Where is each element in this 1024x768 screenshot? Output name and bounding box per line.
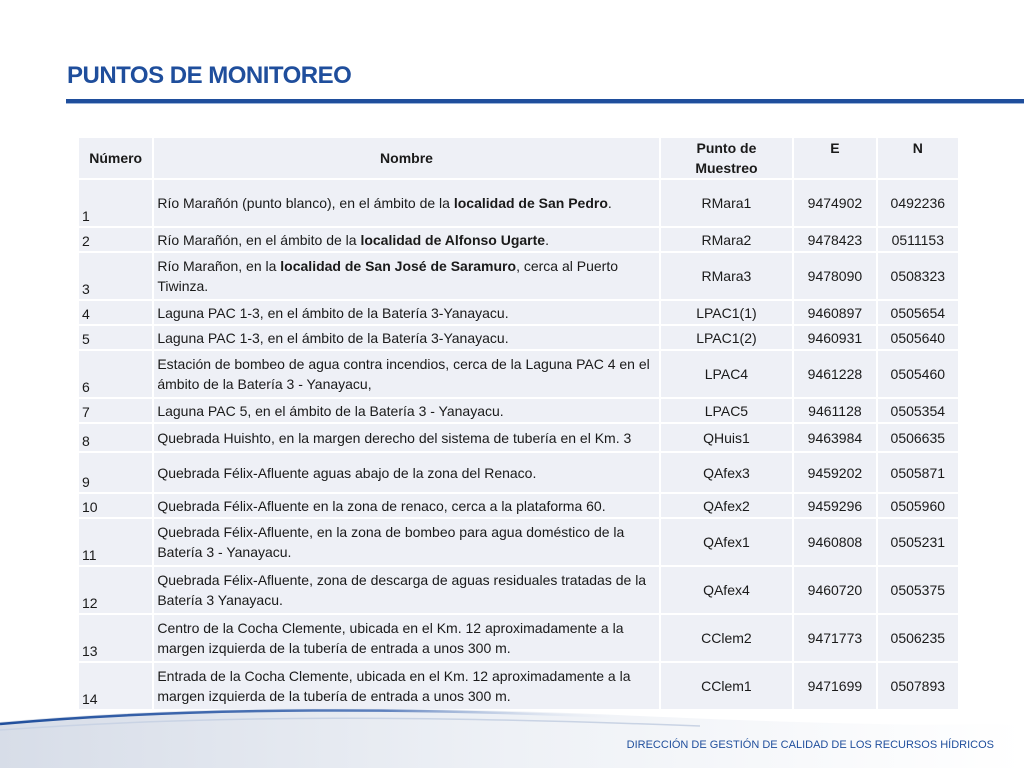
- row-sampling-point: QAfex4: [661, 567, 793, 613]
- header-punto-muestreo: Punto de Muestreo: [661, 138, 793, 178]
- row-n-coordinate: 0505640: [878, 326, 958, 349]
- table-row: [79, 301, 958, 324]
- header-e: E: [794, 138, 875, 178]
- row-name: [154, 399, 658, 422]
- row-n-coordinate: 0508323: [878, 253, 958, 299]
- name-text: Laguna PAC 1-3, en el ámbito de la Batería 3-Yanayacu.: [157, 329, 509, 346]
- row-sampling-point: QAfex1: [661, 519, 793, 565]
- row-e-coordinate: 9474902: [794, 180, 875, 226]
- name-text-bold: localidad de San Pedro: [453, 195, 608, 211]
- name-text: Río Marañon, en la: [157, 258, 281, 274]
- row-name: [154, 301, 658, 324]
- table-row: [79, 519, 958, 565]
- table-row: [79, 615, 958, 661]
- row-sampling-point: LPAC1(1): [661, 301, 793, 324]
- name-text-end: .: [607, 195, 612, 211]
- row-number: 13: [79, 615, 152, 661]
- row-n-coordinate: 0511153: [878, 228, 958, 251]
- row-e-coordinate: 9471773: [794, 615, 875, 661]
- row-name: [154, 567, 658, 613]
- table-row: [79, 399, 958, 422]
- table-body: [79, 180, 958, 709]
- page-title: PUNTOS DE MONITOREO: [67, 62, 352, 89]
- name-text-end: , cerca al Puerto Tiwinza.: [157, 258, 618, 294]
- name-text-end: .: [545, 231, 549, 248]
- monitoring-points-table: [77, 136, 960, 711]
- row-name: [154, 326, 658, 349]
- row-sampling-point: CClem2: [661, 615, 793, 661]
- row-e-coordinate: 9471699: [794, 663, 875, 709]
- row-n-coordinate: 0492236: [878, 180, 958, 226]
- row-e-coordinate: 9463984: [794, 424, 875, 451]
- row-n-coordinate: 0506635: [878, 424, 958, 451]
- row-number: 1: [79, 180, 152, 226]
- row-e-coordinate: 9478090: [794, 253, 875, 299]
- row-sampling-point: LPAC1(2): [661, 326, 793, 349]
- row-sampling-point: CClem1: [661, 663, 793, 709]
- row-e-coordinate: 9460720: [794, 567, 875, 613]
- row-name: [154, 351, 658, 397]
- row-n-coordinate: 0505871: [878, 453, 958, 492]
- footer-swoosh-graphic: [0, 700, 1024, 768]
- name-text: Centro de la Cocha Clemente, ubicada en el Km. 12 aproximadamente a la margen izquierda de la tubería de entrada a unos 300 m.: [157, 620, 624, 656]
- row-e-coordinate: 9460808: [794, 519, 875, 565]
- name-text-bold: localidad de San José de Saramuro: [280, 258, 517, 274]
- footer-organization: DIRECCIÓN DE GESTIÓN DE CALIDAD DE LOS RECURSOS HÍDRICOS: [626, 739, 994, 751]
- name-text: Quebrada Félix-Afluente aguas abajo de la zona del Renaco.: [157, 464, 537, 481]
- row-e-coordinate: 9460897: [794, 301, 875, 324]
- name-text: Quebrada Félix-Afluente en la zona de renaco, cerca a la plataforma 60.: [157, 497, 606, 514]
- row-e-coordinate: 9459202: [794, 453, 875, 492]
- row-e-coordinate: 9478423: [794, 228, 875, 251]
- name-text-bold: localidad de Alfonso Ugarte: [360, 231, 546, 248]
- row-e-coordinate: 9460931: [794, 326, 875, 349]
- table-row: [79, 180, 958, 226]
- table-row: [79, 326, 958, 349]
- name-text: Río Marañón, en el ámbito de la: [157, 231, 361, 248]
- row-sampling-point: QAfex2: [661, 494, 793, 517]
- row-name: [154, 424, 658, 451]
- row-number: 14: [79, 663, 152, 709]
- row-e-coordinate: 9461128: [794, 399, 875, 422]
- row-name: [154, 180, 658, 226]
- row-n-coordinate: 0505460: [878, 351, 958, 397]
- row-name: [154, 615, 658, 661]
- header-numero: Número: [79, 138, 152, 178]
- title-underline-shadow: [66, 103, 1024, 104]
- name-text: Estación de bombeo de agua contra incendios, cerca de la Laguna PAC 4 en el ámbito de la Batería 3 - Yanayacu,: [157, 356, 650, 392]
- row-number: 2: [79, 228, 152, 251]
- name-text: Río Marañón (punto blanco), en el ámbito de la: [157, 195, 454, 211]
- row-e-coordinate: 9461228: [794, 351, 875, 397]
- name-text: Entrada de la Cocha Clemente, ubicada en el Km. 12 aproximadamente a la margen izquierda de la tubería de entrada a unos 300 m.: [157, 668, 631, 704]
- name-text: Quebrada Félix-Afluente, en la zona de bombeo para agua doméstico de la Batería 3 - Yanayacu.: [157, 524, 625, 560]
- row-number: 7: [79, 399, 152, 422]
- name-text: Laguna PAC 5, en el ámbito de la Batería 3 - Yanayacu.: [157, 402, 504, 419]
- row-number: 4: [79, 301, 152, 324]
- row-n-coordinate: 0505231: [878, 519, 958, 565]
- row-sampling-point: QAfex3: [661, 453, 793, 492]
- row-n-coordinate: 0506235: [878, 615, 958, 661]
- row-sampling-point: LPAC5: [661, 399, 793, 422]
- row-number: 11: [79, 519, 152, 565]
- table-row: [79, 453, 958, 492]
- row-name: [154, 253, 658, 299]
- row-number: 8: [79, 424, 152, 451]
- row-n-coordinate: 0507893: [878, 663, 958, 709]
- row-name: [154, 519, 658, 565]
- row-number: 12: [79, 567, 152, 613]
- header-nombre: Nombre: [154, 138, 658, 178]
- row-n-coordinate: 0505375: [878, 567, 958, 613]
- row-sampling-point: RMara3: [661, 253, 793, 299]
- row-sampling-point: QHuis1: [661, 424, 793, 451]
- row-sampling-point: RMara1: [661, 180, 793, 226]
- row-number: 9: [79, 453, 152, 492]
- row-number: 5: [79, 326, 152, 349]
- row-number: 6: [79, 351, 152, 397]
- row-number: 3: [79, 253, 152, 299]
- table-row: [79, 567, 958, 613]
- table-row: [79, 351, 958, 397]
- row-e-coordinate: 9459296: [794, 494, 875, 517]
- row-sampling-point: LPAC4: [661, 351, 793, 397]
- row-name: [154, 453, 658, 492]
- row-number: 10: [79, 494, 152, 517]
- row-name: [154, 494, 658, 517]
- row-n-coordinate: 0505354: [878, 399, 958, 422]
- table-row: [79, 494, 958, 517]
- table-row: [79, 424, 958, 451]
- name-text: Quebrada Huishto, en la margen derecho del sistema de tubería en el Km. 3: [157, 429, 632, 446]
- table-header-row: [79, 138, 958, 178]
- row-n-coordinate: 0505960: [878, 494, 958, 517]
- name-text: Laguna PAC 1-3, en el ámbito de la Batería 3-Yanayacu.: [157, 304, 509, 321]
- row-name: [154, 228, 658, 251]
- header-n: N: [878, 138, 958, 178]
- row-n-coordinate: 0505654: [878, 301, 958, 324]
- row-sampling-point: RMara2: [661, 228, 793, 251]
- table-row: [79, 228, 958, 251]
- name-text: Quebrada Félix-Afluente, zona de descarga de aguas residuales tratadas de la Batería 3 Yanayacu.: [157, 572, 647, 608]
- table-row: [79, 253, 958, 299]
